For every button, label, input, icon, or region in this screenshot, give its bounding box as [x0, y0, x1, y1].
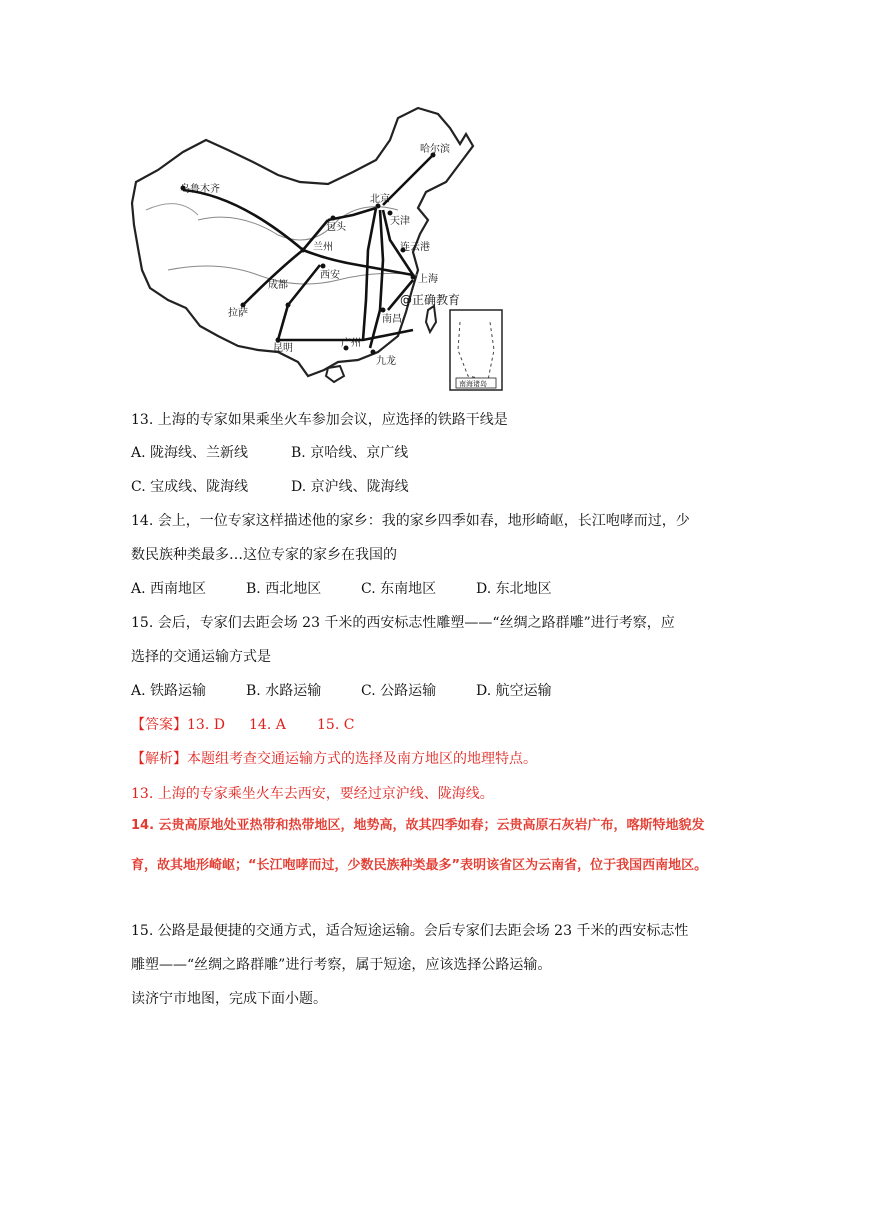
city-dot — [388, 211, 393, 216]
city-label: 北京 — [370, 194, 390, 205]
nine-dash-line — [458, 322, 494, 380]
q13-stem: 13. 上海的专家如果乘坐火车参加会议，应选择的铁路干线是 — [131, 412, 508, 428]
q13-option-d: D. 京沪线、陇海线 — [291, 479, 409, 495]
city-label: 昆明 — [273, 343, 293, 354]
explanation-13: 13. 上海的专家乘坐火车去西安，要经过京沪线、陇海线。 — [131, 786, 494, 802]
taiwan-island — [426, 306, 436, 332]
q13-options-row1 — [131, 443, 408, 463]
city-dot — [301, 248, 306, 253]
city-label: 天津 — [390, 216, 410, 227]
city-dot — [241, 303, 246, 308]
city-dot — [331, 216, 336, 221]
q13-option-b: B. 京哈线、京广线 — [291, 445, 409, 461]
q15-options — [131, 681, 552, 701]
city-label: 广州 — [341, 338, 361, 349]
china-railway-map — [128, 100, 528, 400]
city-dot — [286, 303, 291, 308]
city-label: 南昌 — [382, 314, 402, 325]
q13-options-row2 — [131, 477, 409, 497]
river — [146, 204, 198, 215]
analysis-line — [131, 749, 537, 769]
q15-option-d: D. 航空运输 — [476, 683, 552, 699]
city-dot — [321, 264, 326, 269]
railway-chengkun — [278, 305, 288, 340]
city-label: 连云港 — [400, 242, 430, 253]
explanation-14-line1: 14. 云贵高原地处亚热带和热带地区，地势高，故其四季如春；云贵高原石灰岩广布，喀斯特地貌发 — [131, 818, 705, 833]
q14-options — [131, 579, 552, 599]
q15-option-a: A. 铁路运输 — [131, 683, 207, 699]
city-label: 哈尔滨 — [420, 144, 450, 155]
q15-stem-line1: 15. 会后，专家们去距会场 23 千米的西安标志性雕塑——“丝绸之路群雕”进行考察，应 — [131, 615, 675, 631]
answer-13: 13. D — [187, 717, 225, 733]
explanation-15-line1: 15. 公路是最便捷的交通方式，适合短途运输。会后专家们去距会场 23 千米的西安标志性 — [131, 923, 689, 939]
q14-stem-line1: 14. 会上，一位专家这样描述他的家乡：我的家乡四季如春，地形崎岖，长江咆哮而过，少 — [131, 513, 690, 529]
city-label: 兰州 — [313, 242, 333, 253]
q14-option-d: D. 东北地区 — [476, 581, 552, 597]
answer-15: 15. C — [317, 717, 355, 733]
analysis-label: 【解析】 — [131, 751, 187, 767]
answer-14: 14. A — [249, 717, 286, 733]
city-label: 上海 — [418, 274, 438, 285]
city-label: 拉萨 — [228, 308, 248, 319]
q14-option-b: B. 西北地区 — [246, 581, 322, 597]
railway-baocheng — [288, 265, 320, 305]
city-dot — [276, 338, 281, 343]
explanation-15-line2: 雕塑——“丝绸之路群雕”进行考察，属于短途，应该选择公路运输。 — [131, 957, 552, 973]
explanation-14-line2: 育，故其地形崎岖；“长江咆哮而过，少数民族种类最多”表明该省区为云南省，位于我国西南地区。 — [131, 858, 708, 873]
railway-jingha — [383, 155, 433, 205]
city-label: 西安 — [320, 270, 340, 281]
hainan-island — [326, 366, 344, 382]
q14-stem-line2: 数民族种类最多…这位专家的家乡在我国的 — [131, 547, 397, 563]
inset-label: 南海诸岛 — [459, 380, 487, 388]
city-dot — [411, 275, 416, 280]
watermark-text: @正确教育 — [400, 293, 461, 307]
city-label: 包头 — [326, 222, 346, 233]
q13-option-a: A. 陇海线、兰新线 — [131, 445, 249, 461]
q13-option-c: C. 宝成线、陇海线 — [131, 479, 249, 495]
analysis-text: 本题组考查交通运输方式的选择及南方地区的地理特点。 — [187, 751, 537, 767]
q15-option-c: C. 公路运输 — [361, 683, 437, 699]
city-label: 成都 — [268, 280, 288, 291]
q14-option-a: A. 西南地区 — [131, 581, 207, 597]
next-section-intro: 读济宁市地图，完成下面小题。 — [131, 991, 327, 1007]
q14-option-c: C. 东南地区 — [361, 581, 437, 597]
city-dot — [381, 308, 386, 313]
city-label: 乌鲁木齐 — [180, 184, 220, 195]
q15-option-b: B. 水路运输 — [246, 683, 322, 699]
q15-stem-line2: 选择的交通运输方式是 — [131, 649, 271, 665]
answer-label: 【答案】 — [131, 717, 187, 733]
city-dot — [371, 350, 376, 355]
answer-line — [131, 715, 354, 735]
city-label: 九龙 — [376, 356, 396, 367]
